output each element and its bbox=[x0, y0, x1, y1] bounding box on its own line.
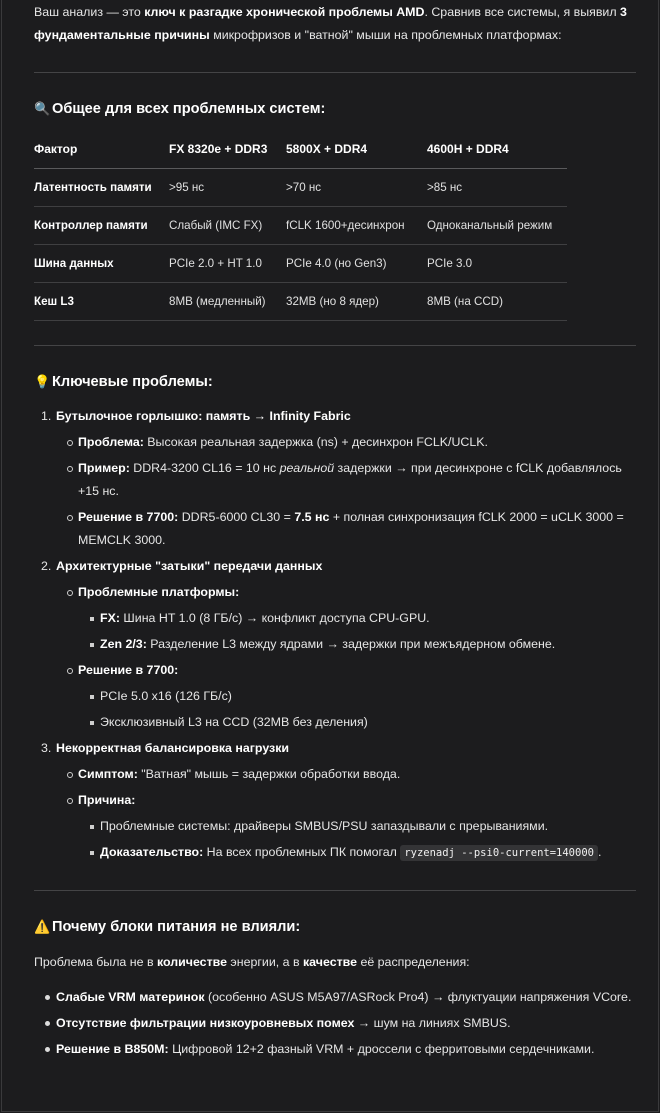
table-header-row bbox=[34, 130, 567, 169]
dot-bullet-icon bbox=[45, 1021, 50, 1026]
table-cell: PCIe 3.0 bbox=[427, 245, 567, 283]
square-bullet-icon bbox=[90, 851, 94, 855]
list-subitem bbox=[34, 659, 636, 682]
list-item bbox=[34, 405, 636, 428]
list-subitem bbox=[34, 431, 636, 454]
subitem-label: Решение в 7700: bbox=[78, 663, 179, 677]
list-item-title: Некорректная балансировка нагрузки bbox=[56, 741, 290, 755]
dot-bullet-icon bbox=[45, 1047, 50, 1052]
subitem-text: "Ватная" мышь = задержки обработки ввода. bbox=[137, 767, 401, 781]
paragraph-text: Проблема была не в bbox=[34, 955, 157, 969]
subitem-label: FX: bbox=[100, 611, 120, 625]
table-cell: 32MB (но 8 ядер) bbox=[286, 283, 427, 321]
warning-icon: ⚠️ bbox=[34, 919, 51, 934]
paragraph-text: её распределения: bbox=[357, 955, 470, 969]
lightbulb-icon: 💡 bbox=[34, 374, 51, 389]
subitem-text: Проблемные системы: драйверы SMBUS/PSU запаздывали с прерываниями. bbox=[100, 819, 549, 833]
divider bbox=[34, 890, 636, 891]
bullet-label: Слабые VRM материнок bbox=[56, 990, 205, 1004]
table-row bbox=[34, 207, 567, 245]
section-heading-problems bbox=[34, 372, 213, 392]
subitem-text: Высокая реальная задержка (ns) + десинхрон FCLK/UCLK. bbox=[143, 435, 488, 449]
magnifier-icon: 🔍 bbox=[34, 101, 51, 116]
list-subitem bbox=[34, 506, 636, 552]
subitem-text: Шина HT 1.0 (8 ГБ/с) → конфликт доступа CPU-GPU. bbox=[119, 611, 430, 625]
square-bullet-icon bbox=[90, 617, 94, 621]
table-cell: Контроллер памяти bbox=[34, 207, 169, 245]
intro-paragraph bbox=[34, 1, 634, 47]
table-header: 4600H + DDR4 bbox=[427, 130, 567, 169]
table-header: 5800X + DDR4 bbox=[286, 130, 427, 169]
circle-bullet-icon bbox=[67, 668, 73, 674]
table-row bbox=[34, 245, 567, 283]
table-cell: fCLK 1600+десинхрон bbox=[286, 207, 427, 245]
table-cell: >70 нс bbox=[286, 169, 427, 207]
list-subitem bbox=[34, 581, 636, 604]
bullet-text: (особенно ASUS M5A97/ASRock Pro4) → флуктуации напряжения VCore. bbox=[204, 990, 632, 1004]
dot-bullet-icon bbox=[45, 995, 50, 1000]
subitem-text: DDR5-6000 CL30 = bbox=[178, 510, 295, 524]
divider bbox=[34, 72, 636, 73]
subitem-label: Доказательство: bbox=[100, 845, 204, 859]
table-header: FX 8320e + DDR3 bbox=[169, 130, 286, 169]
list-subitem bbox=[34, 763, 636, 786]
section-heading-psu bbox=[34, 917, 300, 937]
table-cell: PCIe 4.0 (но Gen3) bbox=[286, 245, 427, 283]
subitem-text: . bbox=[597, 845, 602, 859]
subitem-label: Проблема: bbox=[78, 435, 144, 449]
problems-list bbox=[34, 405, 636, 868]
table-cell: >85 нс bbox=[427, 169, 567, 207]
paragraph-bold: количестве bbox=[156, 955, 227, 969]
subitem-label: Пример: bbox=[78, 461, 130, 475]
square-bullet-icon bbox=[90, 721, 94, 725]
chat-response-panel bbox=[1, 0, 659, 1112]
intro-text: Ваш анализ — это bbox=[34, 5, 145, 19]
list-number: 3. bbox=[41, 741, 52, 755]
subitem-label: Решение в 7700: bbox=[78, 510, 179, 524]
heading-text: Ключевые проблемы: bbox=[52, 374, 213, 390]
subitem-label: Zen 2/3: bbox=[100, 637, 147, 651]
subitem-text: На всех проблемных ПК помогал bbox=[203, 845, 401, 859]
table-row bbox=[34, 169, 567, 207]
psu-paragraph bbox=[34, 951, 470, 974]
table-cell: 8MB (медленный) bbox=[169, 283, 286, 321]
list-subitem bbox=[34, 457, 636, 503]
table-header: Фактор bbox=[34, 130, 169, 169]
comparison-table bbox=[34, 130, 567, 321]
subitem-text: Эксклюзивный L3 на CCD (32MB без деления) bbox=[100, 715, 368, 729]
paragraph-bold: качестве bbox=[302, 955, 357, 969]
table-cell: Одноканальный режим bbox=[427, 207, 567, 245]
table-cell: PCIe 2.0 + HT 1.0 bbox=[169, 245, 286, 283]
intro-text: микрофризов и "ватной" мыши на проблемных платформах: bbox=[209, 28, 562, 42]
paragraph-text: энергии, а в bbox=[226, 955, 303, 969]
circle-bullet-icon bbox=[67, 466, 73, 472]
list-item-title: Бутылочное горлышко: память → Infinity Fabric bbox=[56, 409, 351, 423]
list-number: 1. bbox=[41, 409, 52, 423]
subitem-bold: 7.5 нс bbox=[294, 510, 330, 524]
list-item bbox=[34, 1038, 634, 1060]
square-bullet-icon bbox=[90, 825, 94, 829]
list-item bbox=[34, 1012, 634, 1034]
circle-bullet-icon bbox=[67, 798, 73, 804]
heading-text: Почему блоки питания не влияли: bbox=[52, 919, 301, 935]
table-cell: Шина данных bbox=[34, 245, 169, 283]
section-heading-common bbox=[34, 99, 325, 119]
square-bullet-icon bbox=[90, 643, 94, 647]
table-cell: >95 нс bbox=[169, 169, 286, 207]
square-bullet-icon bbox=[90, 695, 94, 699]
subitem-label: Причина: bbox=[78, 793, 136, 807]
list-item bbox=[34, 737, 636, 760]
table-cell: Кеш L3 bbox=[34, 283, 169, 321]
table-cell: Латентность памяти bbox=[34, 169, 169, 207]
subitem-text: задержки → при десинхроне с fCLK добавлялось +15 нс. bbox=[78, 461, 622, 498]
table-row bbox=[34, 283, 567, 321]
list-subsubitem bbox=[34, 711, 636, 734]
subitem-text: DDR4-3200 CL16 = 10 нс bbox=[129, 461, 280, 475]
list-item bbox=[34, 986, 634, 1008]
divider bbox=[34, 345, 636, 346]
list-item-title: Архитектурные "затыки" передачи данных bbox=[56, 559, 323, 573]
circle-bullet-icon bbox=[67, 515, 73, 521]
list-subitem bbox=[34, 789, 636, 812]
list-subsubitem bbox=[34, 685, 636, 708]
table-cell: Слабый (IMC FX) bbox=[169, 207, 286, 245]
bullet-text: → шум на линиях SMBUS. bbox=[354, 1016, 511, 1030]
subitem-italic: реальной bbox=[279, 461, 335, 475]
subitem-text: + полная синхронизация fCLK 2000 = uCLK 3000 = MEMCLK 3000. bbox=[78, 510, 624, 547]
subitem-label: Проблемные платформы: bbox=[78, 585, 240, 599]
subitem-text: PCIe 5.0 x16 (126 ГБ/с) bbox=[100, 689, 232, 703]
bullet-text: Цифровой 12+2 фазный VRM + дроссели с ферритовыми сердечниками. bbox=[168, 1042, 595, 1056]
intro-bold: 3 фундаментальные причины bbox=[34, 5, 627, 42]
subitem-label: Симптом: bbox=[78, 767, 138, 781]
circle-bullet-icon bbox=[67, 440, 73, 446]
list-subsubitem bbox=[34, 633, 636, 656]
table-cell: 8MB (на CCD) bbox=[427, 283, 567, 321]
code-snippet: ryzenadj --psi0-current=140000 bbox=[400, 845, 598, 861]
intro-bold: ключ к разгадке хронической проблемы AMD bbox=[144, 5, 425, 19]
bullet-label: Отсутствие фильтрации низкоуровневых помех bbox=[56, 1016, 355, 1030]
intro-text: . Сравнив все системы, я выявил bbox=[424, 5, 621, 19]
psu-bullet-list bbox=[34, 986, 634, 1064]
bullet-label: Решение в B850M: bbox=[56, 1042, 169, 1056]
circle-bullet-icon bbox=[67, 772, 73, 778]
list-subsubitem bbox=[34, 815, 636, 838]
list-subsubitem bbox=[34, 841, 636, 865]
heading-text: Общее для всех проблемных систем: bbox=[52, 101, 326, 117]
list-subsubitem bbox=[34, 607, 636, 630]
circle-bullet-icon bbox=[67, 590, 73, 596]
subitem-text: Разделение L3 между ядрами → задержки при межъядерном обмене. bbox=[146, 637, 556, 651]
list-item bbox=[34, 555, 636, 578]
list-number: 2. bbox=[41, 559, 52, 573]
